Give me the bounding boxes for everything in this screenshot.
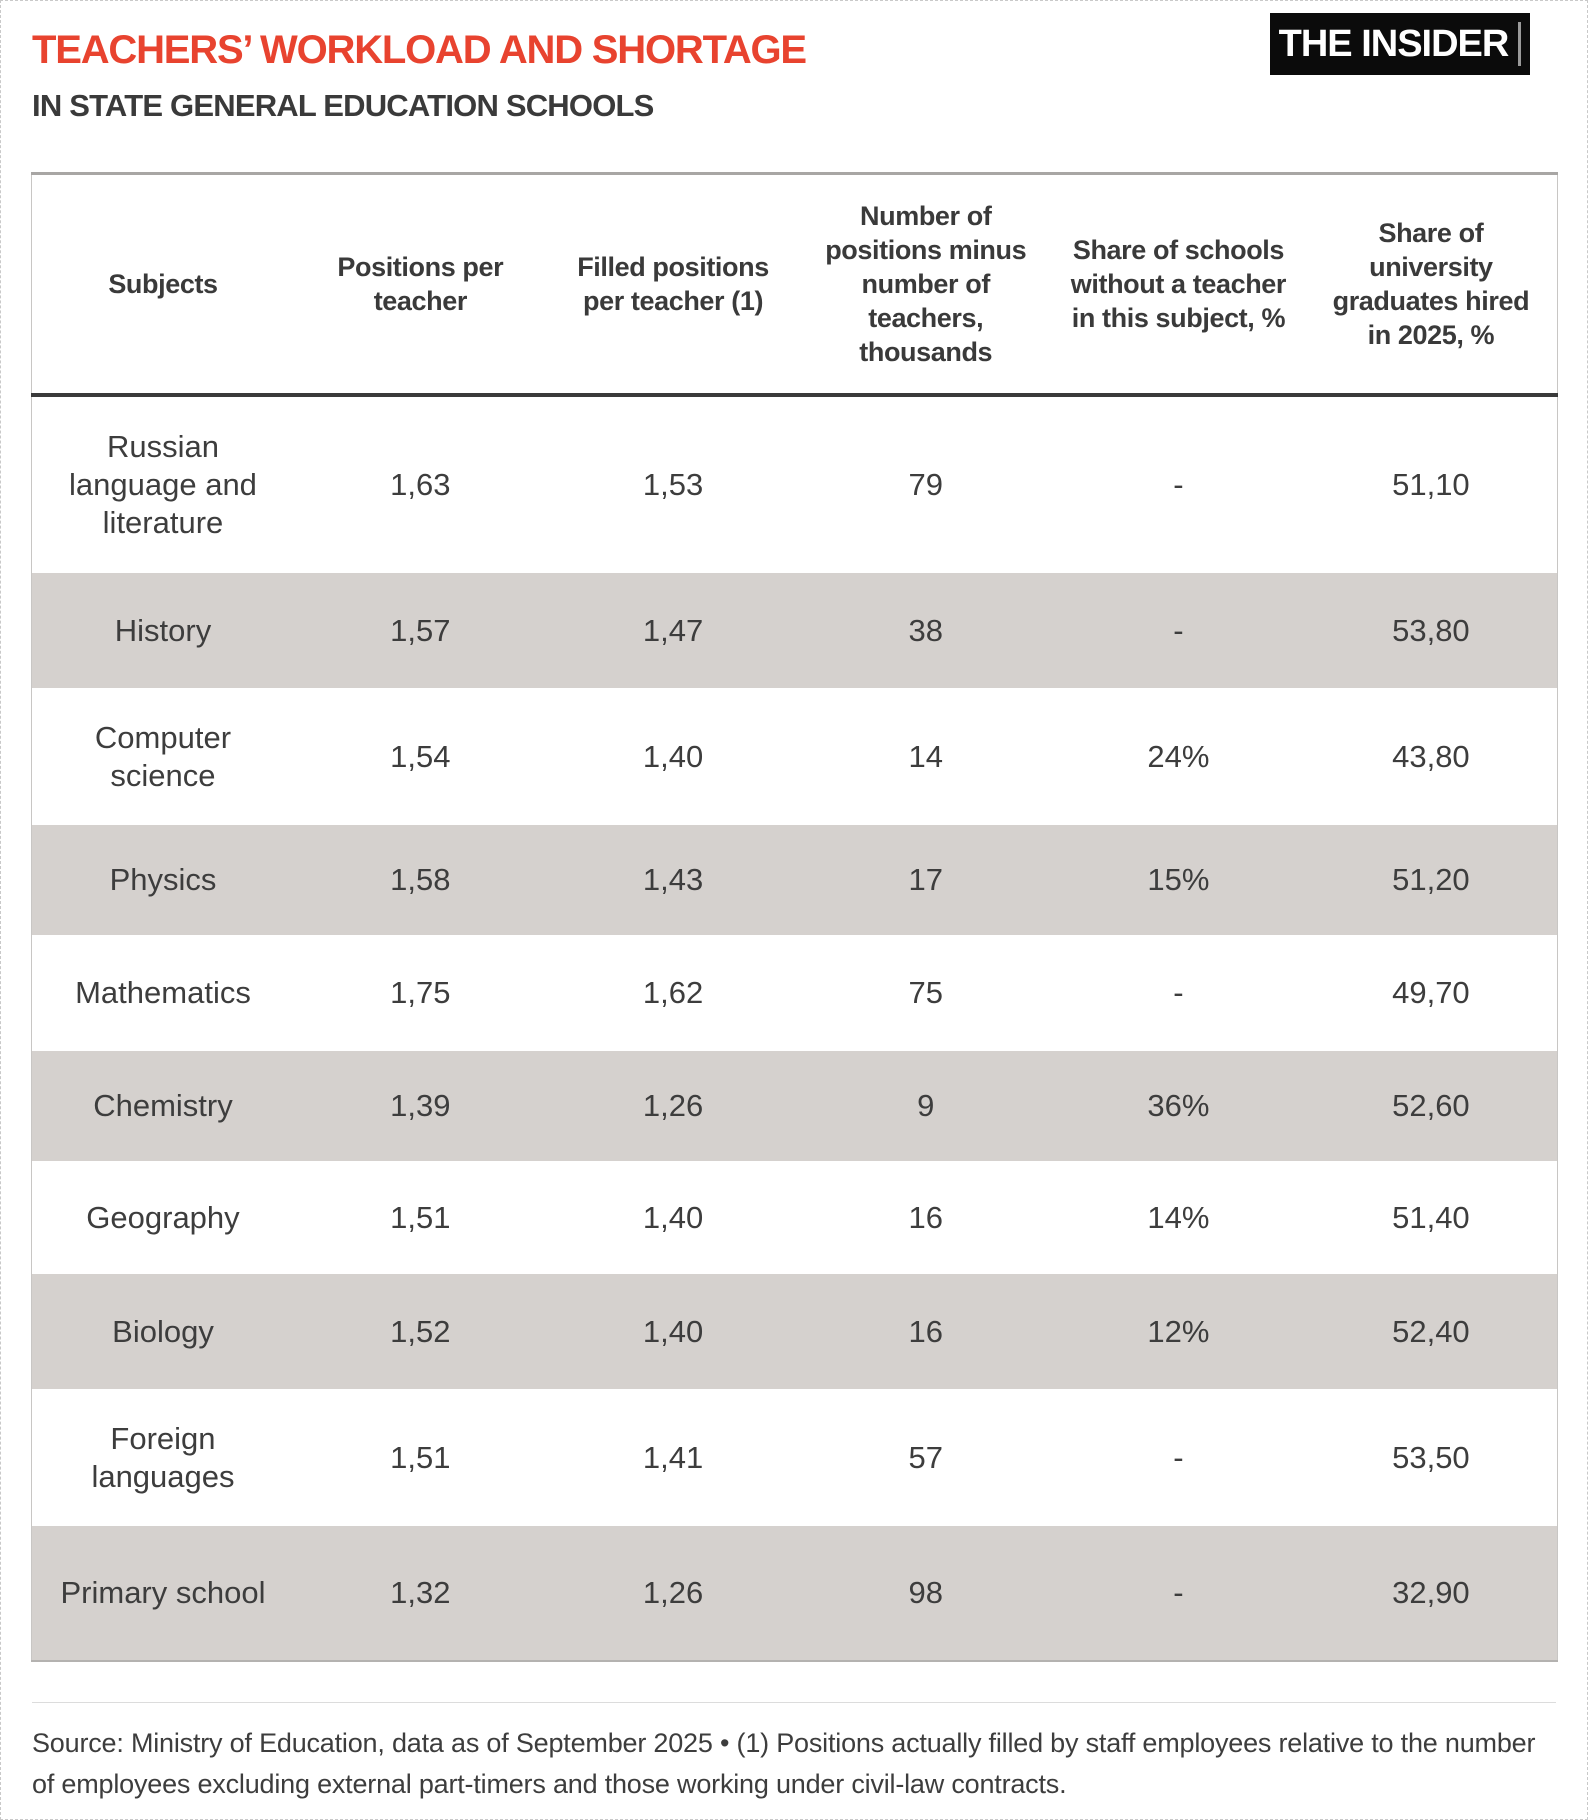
the-insider-logo <box>1270 13 1530 75</box>
cell-filled: 1,53 <box>642 467 704 502</box>
table-row <box>32 395 1558 573</box>
cell-positions: 1,75 <box>390 975 451 1010</box>
table-row <box>32 1161 1558 1274</box>
cell-filled: 1,62 <box>642 975 704 1010</box>
footer-divider <box>32 1702 1556 1703</box>
cell-graduates-share: 52,40 <box>1392 1313 1470 1349</box>
table-row <box>32 1051 1558 1161</box>
cell-graduates-share: 43,80 <box>1392 738 1470 774</box>
cell-graduates-share: 53,50 <box>1392 1439 1470 1475</box>
cell-schools-share: 15% <box>1147 862 1210 897</box>
cell-positions: 1,58 <box>390 862 451 897</box>
cell-filled: 1,40 <box>642 738 704 774</box>
header-bar <box>1 1 1587 146</box>
col-header-filled-positions: Filled positions per teacher (1) <box>577 252 769 316</box>
cell-positions: 1,51 <box>390 1439 451 1475</box>
logo-text: THE INSIDER <box>1278 22 1509 65</box>
cell-graduates-share: 51,20 <box>1392 862 1470 897</box>
cell-graduates-share: 51,40 <box>1392 1199 1470 1235</box>
cell-schools-share: 36% <box>1147 1088 1210 1123</box>
cell-filled: 1,40 <box>642 1313 704 1349</box>
table-header-row <box>32 174 1558 396</box>
cell-filled: 1,43 <box>642 862 704 897</box>
cell-schools-share: - <box>1173 975 1184 1010</box>
cell-schools-share: - <box>1173 467 1184 502</box>
logo-cursor-bar <box>1518 22 1521 66</box>
cell-shortage: 57 <box>908 1439 943 1475</box>
teachers-workload-table <box>31 172 1558 1662</box>
cell-shortage: 16 <box>908 1313 943 1349</box>
col-header-subjects: Subjects <box>108 269 218 299</box>
cell-subject: History <box>114 612 212 648</box>
cell-positions: 1,57 <box>390 612 451 648</box>
cell-filled: 1,26 <box>642 1088 704 1123</box>
cell-graduates-share: 49,70 <box>1392 975 1470 1010</box>
table-row <box>32 688 1558 825</box>
cell-subject: Chemistry <box>93 1088 233 1123</box>
col-header-positions-per-teacher: Positions per teacher <box>337 252 504 316</box>
page-subtitle: IN STATE GENERAL EDUCATION SCHOOLS <box>32 88 654 123</box>
cell-subject: Primary school <box>60 1575 266 1610</box>
cell-filled: 1,47 <box>642 612 704 648</box>
table-row <box>32 825 1558 935</box>
table-row <box>32 1389 1558 1526</box>
cell-shortage: 14 <box>908 738 943 774</box>
cell-shortage: 38 <box>908 612 943 648</box>
cell-shortage: 9 <box>917 1088 935 1123</box>
cell-positions: 1,32 <box>390 1575 451 1610</box>
col-header-positions-minus-teachers: Number of positions minus number of teachers, thousands <box>825 201 1027 367</box>
cell-positions: 1,63 <box>390 467 451 502</box>
cell-subject: Russian language and literature <box>69 429 257 540</box>
cell-schools-share: 12% <box>1147 1313 1210 1349</box>
cell-filled: 1,40 <box>642 1199 704 1235</box>
table-row <box>32 573 1558 688</box>
cell-subject: Foreign languages <box>91 1420 235 1494</box>
cell-shortage: 16 <box>908 1199 943 1235</box>
cell-graduates-share: 52,60 <box>1392 1088 1470 1123</box>
cell-shortage: 75 <box>908 975 943 1010</box>
cell-subject: Mathematics <box>75 975 251 1010</box>
cell-schools-share: - <box>1173 1575 1184 1610</box>
table-row <box>32 1274 1558 1389</box>
cell-schools-share: 24% <box>1147 738 1210 774</box>
cell-positions: 1,39 <box>390 1088 451 1123</box>
cell-positions: 1,51 <box>390 1199 451 1235</box>
page-title: TEACHERS’ WORKLOAD AND SHORTAGE <box>32 28 806 72</box>
source-note: Source: Ministry of Education, data as of September 2025 • (1) Positions actually filled by staff employees relative to the number of employees excluding external part-timers and those working under civil-law contracts. <box>32 1728 1536 1799</box>
cell-subject: Biology <box>112 1313 214 1349</box>
cell-filled: 1,26 <box>642 1575 704 1610</box>
cell-filled: 1,41 <box>642 1439 704 1475</box>
cell-graduates-share: 32,90 <box>1392 1575 1470 1610</box>
cell-schools-share: - <box>1173 1439 1184 1475</box>
cell-subject: Computer science <box>94 719 232 793</box>
table-row <box>32 1526 1558 1661</box>
cell-graduates-share: 53,80 <box>1392 612 1470 648</box>
cell-schools-share: 14% <box>1147 1199 1210 1235</box>
cell-positions: 1,54 <box>390 738 451 774</box>
cell-shortage: 98 <box>908 1575 943 1610</box>
cell-subject: Physics <box>109 862 217 897</box>
cell-shortage: 79 <box>908 467 943 502</box>
cell-subject: Geography <box>86 1199 240 1235</box>
col-header-graduates-hired: Share of university graduates hired in 2025, % <box>1332 218 1530 350</box>
table-row <box>32 935 1558 1051</box>
cell-shortage: 17 <box>908 862 943 897</box>
cell-positions: 1,52 <box>390 1313 451 1349</box>
cell-schools-share: - <box>1173 612 1184 648</box>
col-header-schools-without-teacher: Share of schools without a teacher in this subject, % <box>1070 235 1287 333</box>
cell-graduates-share: 51,10 <box>1392 467 1470 502</box>
